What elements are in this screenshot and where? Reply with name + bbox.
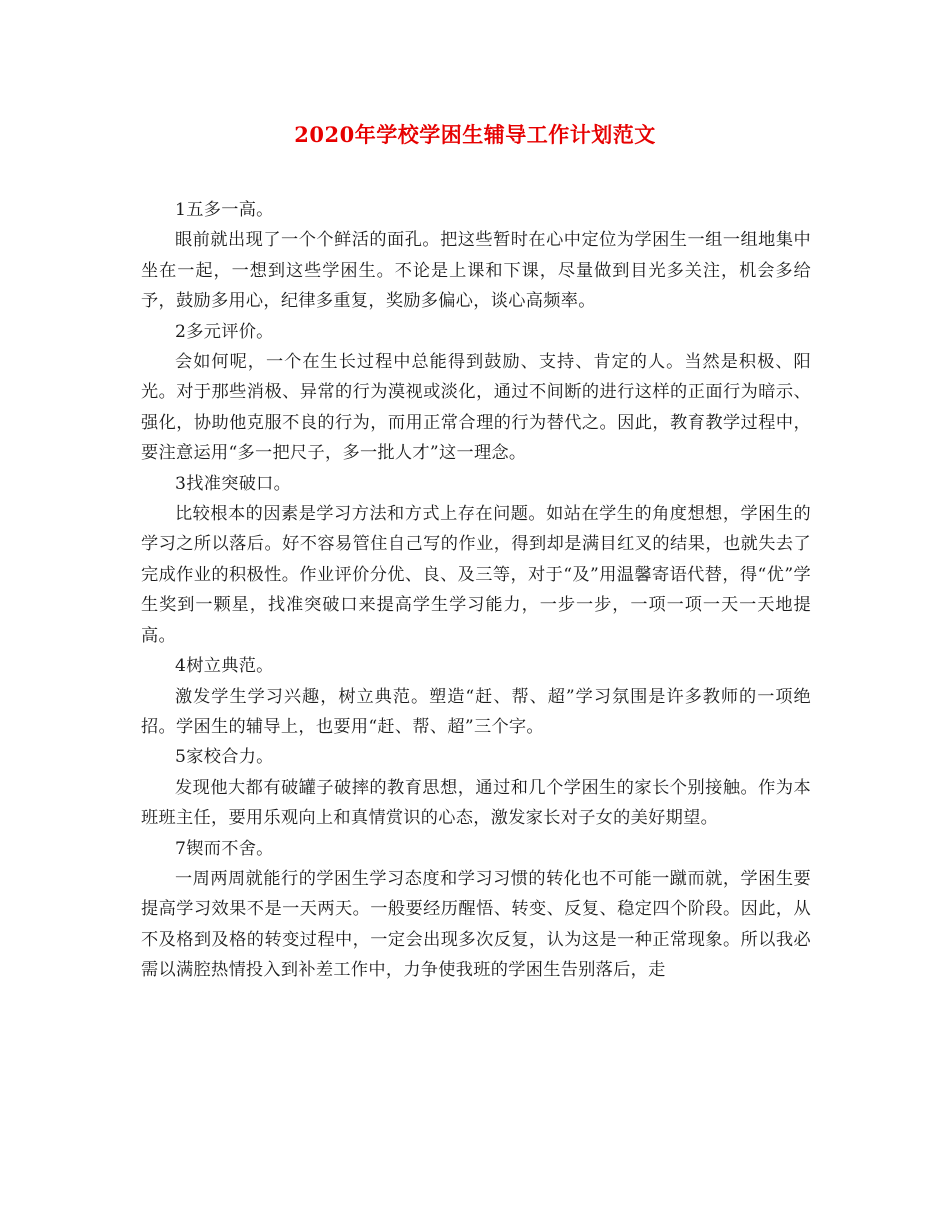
section-heading-2: 2多元评价。	[175, 321, 274, 342]
document-body	[141, 195, 811, 986]
section-body-5: 发现他大都有破罐子破摔的教育思想，通过和几个学困生的家长个别接触。作为本班班主任，要用乐观向上和真情赏识的心态，激发家长对子女的美好期望。	[141, 777, 811, 829]
section-heading-1: 1五多一高。	[175, 200, 274, 220]
document-title: 2020年学校学困生辅导工作计划范文	[294, 122, 656, 147]
section-heading-3: 3找准突破口。	[175, 473, 292, 494]
section-body-3: 比较根本的因素是学习方法和方式上存在问题。如站在学生的角度想想，学困生的学习之所以落后。好不容易管住自己写的作业，得到却是满目红叉的结果，也就失去了完成作业的积极性。作业评价分优、良、及三等，对于“及”用温馨寄语代替，得“优”学生奖到一颗星，找准突破口来提高学生学习能力，一步一步，一项一项一天一天地提高。	[141, 504, 811, 646]
section-body-1: 眼前就出现了一个个鲜活的面孔。把这些暂时在心中定位为学困生一组一组地集中坐在一起，一想到这些学困生。不论是上课和下课，尽量做到目光多关注，机会多给予，鼓励多用心，纪律多重复，奖励多偏心，谈心高频率。	[141, 230, 811, 312]
section-body-6: 一周两周就能行的学困生学习态度和学习习惯的转化也不可能一蹴而就，学困生要提高学习效果不是一天两天。一般要经历醒悟、转变、反复、稳定四个阶段。因此，从不及格到及格的转变过程中，一定会出现多次反复，认为这是一种正常现象。所以我必需以满腔热情投入到补差工作中，力争使我班的学困生告别落后，走	[141, 868, 811, 981]
section-heading-4: 4树立典范。	[175, 656, 274, 677]
section-heading-5: 5家校合力。	[175, 747, 274, 768]
section-heading-6: 7锲而不舍。	[175, 838, 274, 859]
section-body-2: 会如何呢，一个在生长过程中总能得到鼓励、支持、肯定的人。当然是积极、阳光。对于那些消极、异常的行为漠视或淡化，通过不间断的进行这样的正面行为暗示、强化，协助他克服不良的行为，而用正常合理的行为替代之。因此，教育教学过程中，要注意运用“多一把尺子，多一批人才”这一理念。	[141, 352, 811, 464]
section-body-4: 激发学生学习兴趣，树立典范。塑造“赶、帮、超”学习氛围是许多教师的一项绝招。学困生的辅导上，也要用“赶、帮、超”三个字。	[141, 686, 811, 737]
